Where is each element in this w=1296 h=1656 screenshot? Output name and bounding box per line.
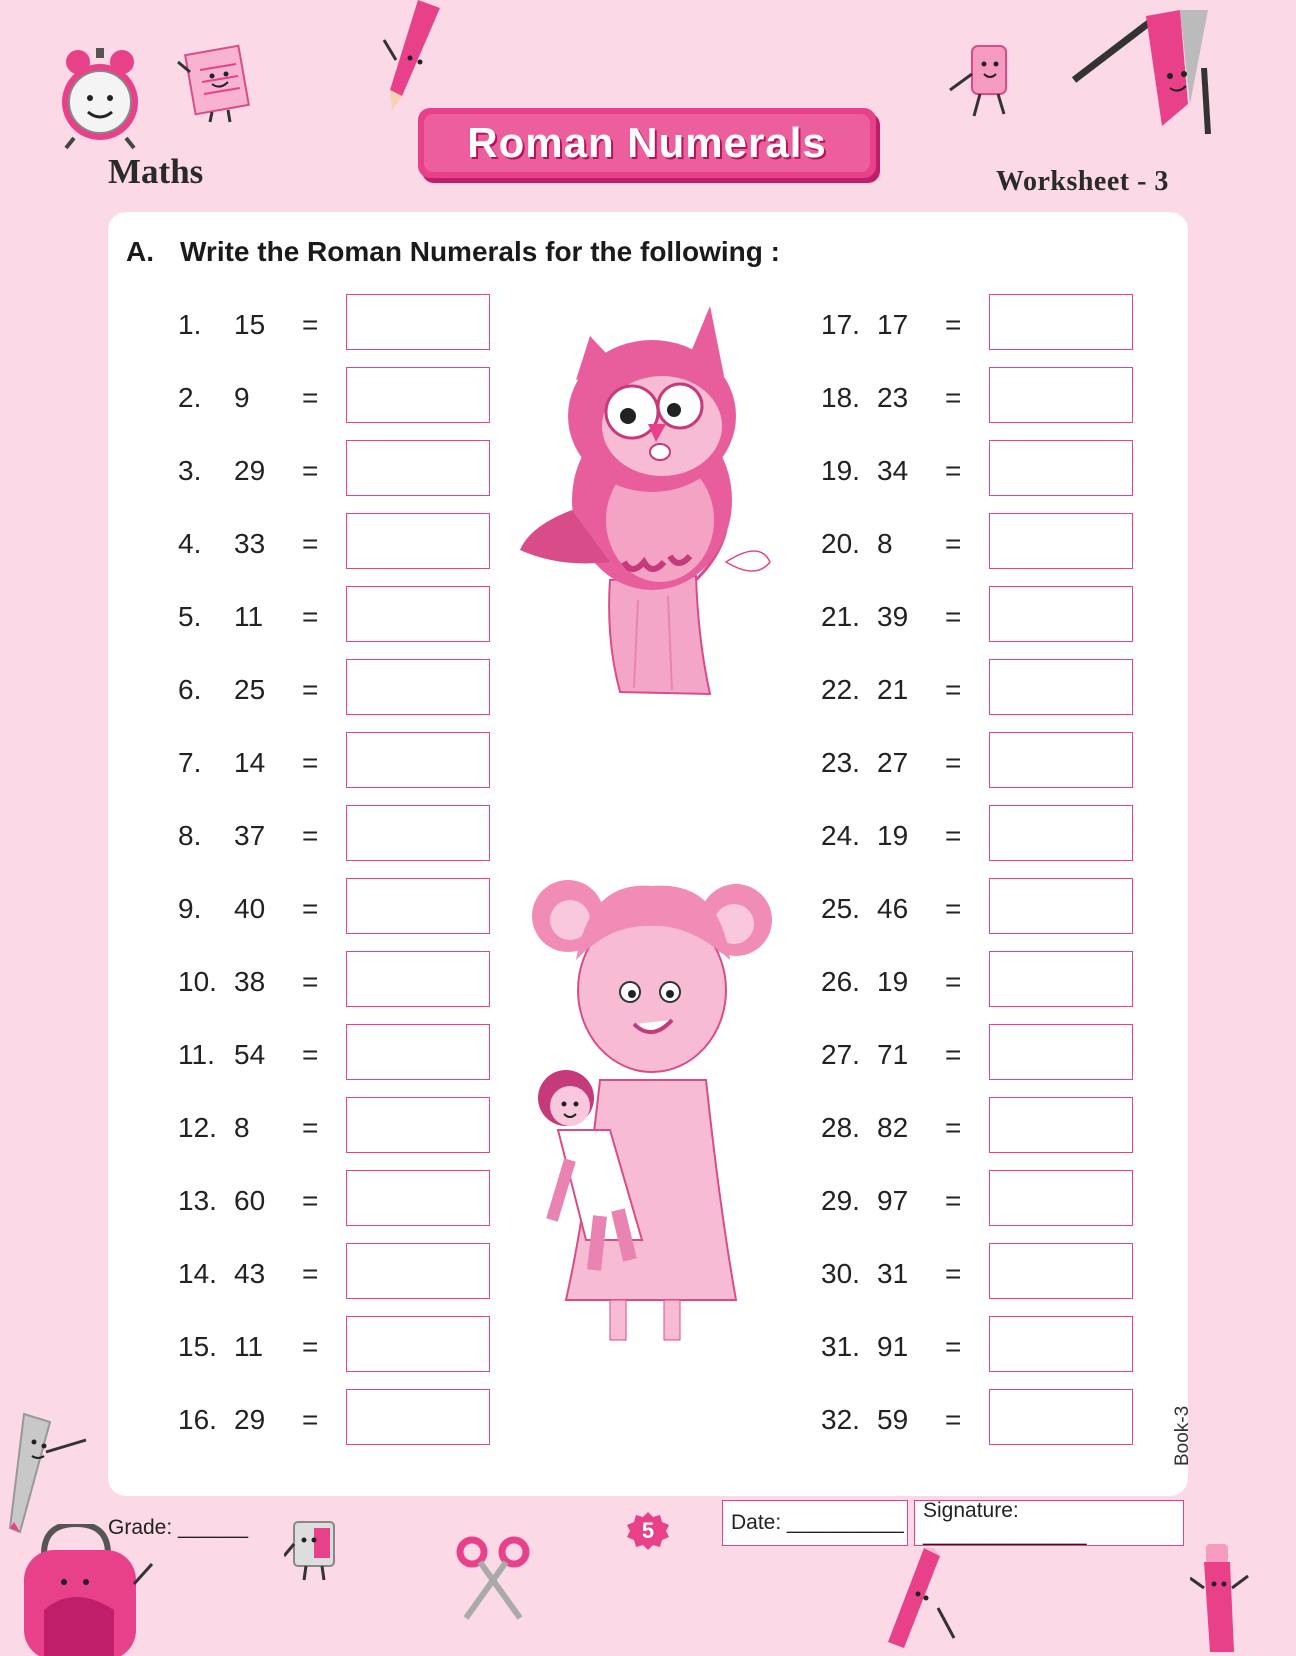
page-number-badge: [626, 1512, 670, 1550]
question-value: 15: [234, 309, 266, 340]
question-number: 30.: [821, 1258, 860, 1289]
question-number: 24.: [821, 820, 860, 851]
question-value: 23: [877, 382, 909, 413]
equals-sign: =: [945, 893, 962, 924]
question-value: 9: [234, 382, 250, 413]
equals-sign: =: [945, 1258, 962, 1289]
equals-sign: =: [302, 893, 319, 924]
question-value: 97: [877, 1185, 909, 1216]
question-number: 25.: [821, 893, 860, 924]
equals-sign: =: [302, 1112, 319, 1143]
question-number: 32.: [821, 1404, 860, 1435]
equals-sign: =: [302, 528, 319, 559]
pencil-character-icon: [380, 0, 450, 112]
question-number: 23.: [821, 747, 860, 778]
instruction-text: Write the Roman Numerals for the following :: [180, 236, 780, 267]
question-value: 46: [877, 893, 909, 924]
question-value: 60: [234, 1185, 266, 1216]
question-number: 9.: [178, 893, 202, 924]
question-number: 2.: [178, 382, 202, 413]
equals-sign: =: [302, 674, 319, 705]
question-value: 8: [234, 1112, 250, 1143]
question-value: 31: [877, 1258, 909, 1289]
title-banner: [418, 108, 876, 178]
marker-character-icon: [1190, 1540, 1256, 1652]
question-number: 15.: [178, 1331, 217, 1362]
answer-box[interactable]: [346, 1024, 490, 1080]
answer-box[interactable]: [346, 440, 490, 496]
equals-sign: =: [945, 1331, 962, 1362]
question-number: 22.: [821, 674, 860, 705]
equals-sign: =: [945, 747, 962, 778]
answer-box[interactable]: [346, 513, 490, 569]
backpack-icon: [14, 1524, 154, 1656]
answer-box[interactable]: [346, 951, 490, 1007]
question-number: 26.: [821, 966, 860, 997]
subject-label: Maths: [108, 152, 204, 191]
question-value: 8: [877, 528, 893, 559]
question-value: 29: [234, 455, 266, 486]
answer-box[interactable]: [989, 1024, 1133, 1080]
answer-box[interactable]: [989, 1243, 1133, 1299]
question-number: 19.: [821, 455, 860, 486]
question-number: 20.: [821, 528, 860, 559]
answer-box[interactable]: [989, 1170, 1133, 1226]
equals-sign: =: [945, 674, 962, 705]
equals-sign: =: [945, 382, 962, 413]
crayon-icon: [884, 1548, 956, 1652]
question-number: 3.: [178, 455, 202, 486]
question-number: 29.: [821, 1185, 860, 1216]
answer-box[interactable]: [989, 1097, 1133, 1153]
question-value: 11: [234, 601, 264, 632]
question-value: 54: [234, 1039, 266, 1070]
question-number: 31.: [821, 1331, 860, 1362]
question-number: 13.: [178, 1185, 217, 1216]
owl-illustration: [520, 300, 782, 700]
equals-sign: =: [302, 1331, 319, 1362]
answer-box[interactable]: [346, 1316, 490, 1372]
answer-box[interactable]: [346, 586, 490, 642]
question-number: 12.: [178, 1112, 217, 1143]
question-value: 33: [234, 528, 266, 559]
girl-with-doll-illustration: [530, 880, 778, 1350]
equals-sign: =: [302, 1258, 319, 1289]
equals-sign: =: [302, 455, 319, 486]
question-number: 14.: [178, 1258, 217, 1289]
ruler-character-icon: [6, 1412, 92, 1534]
question-number: 8.: [178, 820, 202, 851]
page-title: Roman Numerals: [467, 119, 827, 166]
equals-sign: =: [302, 1185, 319, 1216]
equals-sign: =: [302, 309, 319, 340]
equals-sign: =: [302, 1039, 319, 1070]
answer-box[interactable]: [989, 586, 1133, 642]
question-value: 21: [877, 674, 909, 705]
answer-box[interactable]: [989, 878, 1133, 934]
equals-sign: =: [302, 820, 319, 851]
answer-box[interactable]: [346, 732, 490, 788]
equals-sign: =: [945, 1185, 962, 1216]
equals-sign: =: [945, 309, 962, 340]
answer-box[interactable]: [346, 805, 490, 861]
equals-sign: =: [945, 820, 962, 851]
scissors-icon: [456, 1536, 532, 1622]
question-number: 21.: [821, 601, 860, 632]
question-number: 4.: [178, 528, 202, 559]
question-value: 59: [877, 1404, 909, 1435]
equals-sign: =: [945, 1404, 962, 1435]
equals-sign: =: [302, 601, 319, 632]
question-value: 19: [877, 820, 909, 851]
grade-field[interactable]: Grade: ______: [108, 1516, 249, 1539]
question-value: 34: [877, 455, 909, 486]
equals-sign: =: [302, 1404, 319, 1435]
sharpener-icon: [284, 1518, 344, 1588]
question-value: 71: [877, 1039, 909, 1070]
answer-box[interactable]: [989, 1389, 1133, 1445]
answer-box[interactable]: [989, 367, 1133, 423]
question-number: 10.: [178, 966, 217, 997]
answer-box[interactable]: [346, 878, 490, 934]
answer-box[interactable]: [989, 951, 1133, 1007]
answer-box[interactable]: [346, 659, 490, 715]
answer-box[interactable]: [346, 1097, 490, 1153]
question-value: 19: [877, 966, 909, 997]
equals-sign: =: [945, 601, 962, 632]
answer-box[interactable]: [346, 294, 490, 350]
equals-sign: =: [302, 747, 319, 778]
question-value: 11: [234, 1331, 264, 1362]
question-value: 38: [234, 966, 266, 997]
question-number: 18.: [821, 382, 860, 413]
equals-sign: =: [302, 966, 319, 997]
question-value: 40: [234, 893, 266, 924]
question-value: 25: [234, 674, 266, 705]
question-number: 5.: [178, 601, 202, 632]
question-number: 28.: [821, 1112, 860, 1143]
question-value: 91: [877, 1331, 909, 1362]
equals-sign: =: [945, 455, 962, 486]
answer-box[interactable]: [989, 294, 1133, 350]
question-number: 6.: [178, 674, 202, 705]
section-letter: A.: [126, 236, 154, 267]
book-label: Book-3: [1172, 1405, 1193, 1466]
equals-sign: =: [945, 1112, 962, 1143]
question-number: 16.: [178, 1404, 217, 1435]
page-number: 5: [641, 1518, 655, 1543]
answer-box[interactable]: [989, 659, 1133, 715]
equals-sign: =: [945, 1039, 962, 1070]
answer-box[interactable]: [346, 1170, 490, 1226]
equals-sign: =: [945, 528, 962, 559]
question-value: 17: [877, 309, 909, 340]
equals-sign: =: [302, 382, 319, 413]
alarm-clock-icon: [54, 44, 146, 150]
signature-field[interactable]: Signature: ______________: [914, 1500, 1184, 1546]
pen-character-icon: [1070, 8, 1220, 138]
question-value: 37: [234, 820, 266, 851]
worksheet-label: Worksheet - 3: [996, 166, 1169, 197]
answer-box[interactable]: [346, 1389, 490, 1445]
question-value: 43: [234, 1258, 266, 1289]
question-value: 14: [234, 747, 266, 778]
answer-box[interactable]: [989, 805, 1133, 861]
eraser-character-icon: [944, 42, 1026, 118]
answer-box[interactable]: [989, 440, 1133, 496]
question-number: 1.: [178, 309, 202, 340]
question-value: 39: [877, 601, 909, 632]
answer-box[interactable]: [346, 367, 490, 423]
answer-box[interactable]: [989, 1316, 1133, 1372]
question-number: 11.: [178, 1039, 215, 1070]
question-number: 7.: [178, 747, 202, 778]
instruction: [126, 236, 780, 268]
question-value: 82: [877, 1112, 909, 1143]
answer-box[interactable]: [989, 732, 1133, 788]
date-field[interactable]: Date: __________: [722, 1500, 908, 1546]
notepad-character-icon: [176, 42, 262, 124]
answer-box[interactable]: [989, 513, 1133, 569]
question-value: 29: [234, 1404, 266, 1435]
equals-sign: =: [945, 966, 962, 997]
answer-box[interactable]: [346, 1243, 490, 1299]
question-number: 17.: [821, 309, 860, 340]
question-value: 27: [877, 747, 909, 778]
question-number: 27.: [821, 1039, 860, 1070]
